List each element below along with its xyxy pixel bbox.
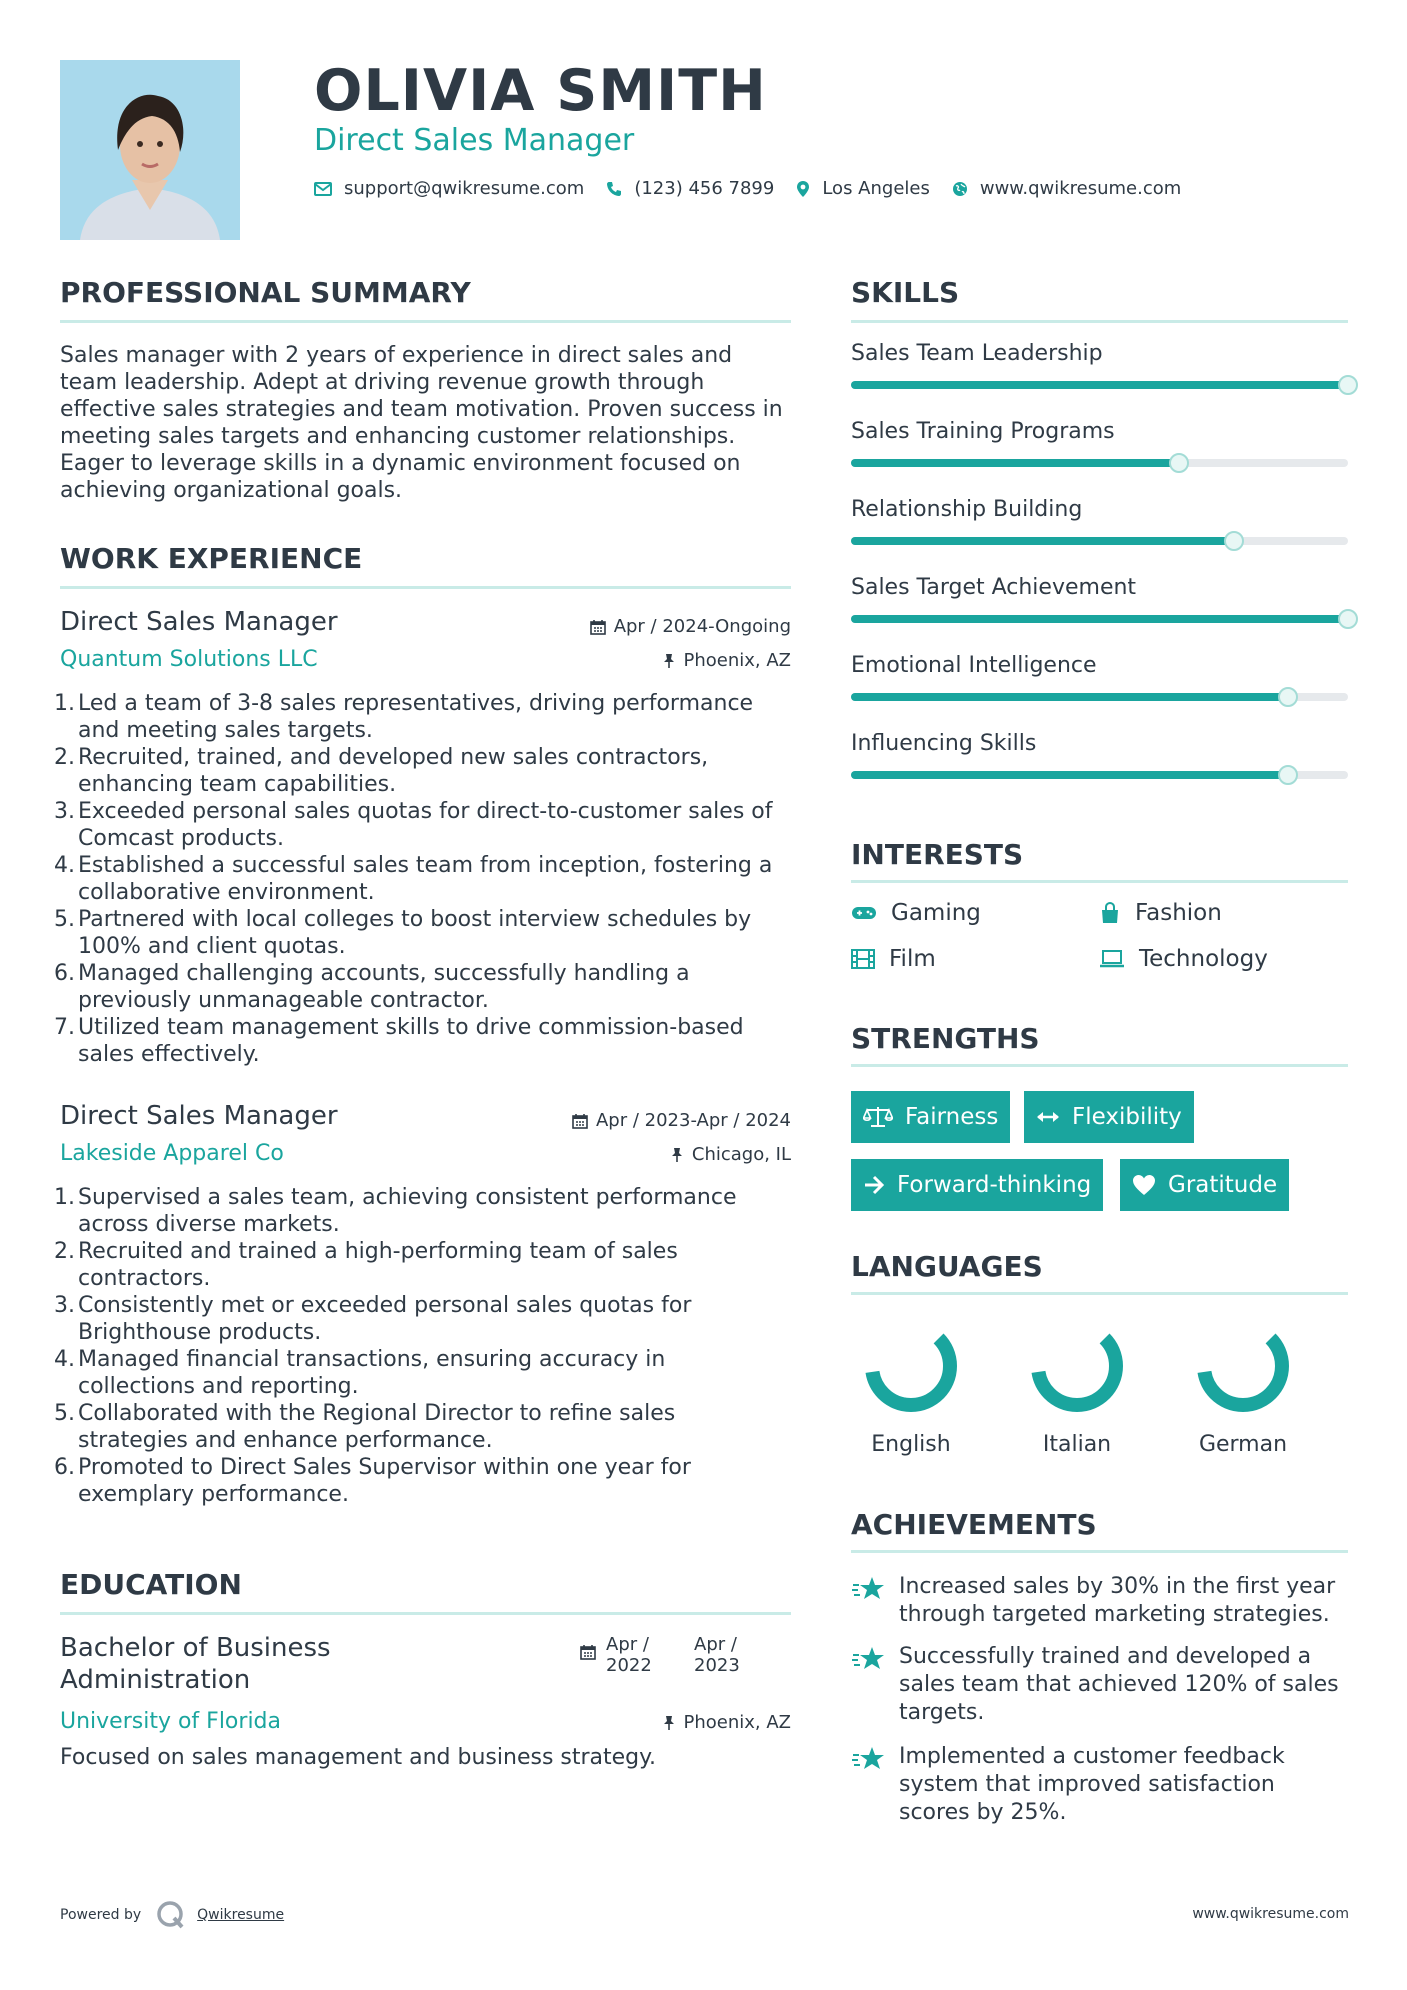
education-note: Focused on sales management and business strategy.: [60, 1745, 657, 1770]
email-text: support@qwikresume.com: [344, 178, 585, 199]
list-number: 5.: [54, 1401, 75, 1426]
strength-label: Fairness: [905, 1104, 999, 1130]
list-number: 4.: [54, 1347, 75, 1372]
achievement-line: through targeted marketing strategies.: [899, 1602, 1330, 1627]
education-dates: [580, 1634, 782, 1676]
skill-item: [851, 340, 1348, 368]
achievement-item: [851, 1573, 1348, 1629]
summary-text: [60, 342, 783, 504]
job-bullets: [54, 690, 800, 1068]
achievement-text: [899, 1573, 1335, 1629]
film-icon: [851, 949, 875, 969]
achievement-line: sales team that achieved 120% of sales: [899, 1672, 1339, 1697]
summary-line: Sales manager with 2 years of experience in direct sales and: [60, 343, 733, 368]
skill-label: Sales Target Achievement: [851, 575, 1137, 600]
language-label: English: [871, 1432, 951, 1457]
arrows-horizontal-icon: [1036, 1110, 1060, 1124]
list-line: collections and reporting.: [78, 1374, 359, 1399]
list-item: [54, 852, 800, 906]
job-dates: [480, 616, 791, 638]
list-number: 5.: [54, 907, 75, 932]
interest-label: Film: [889, 946, 936, 972]
skill-item: [851, 652, 1348, 680]
contact-email[interactable]: [314, 178, 584, 199]
list-line: exemplary performance.: [78, 1482, 349, 1507]
list-item: [54, 960, 800, 1014]
shopping-bag-icon: [1099, 902, 1121, 924]
list-line: across diverse markets.: [78, 1212, 340, 1237]
list-item: [54, 744, 800, 798]
job-location-text: Chicago, IL: [691, 1144, 791, 1165]
company-name: Lakeside Apparel Co: [60, 1141, 284, 1166]
list-item: [54, 1184, 800, 1238]
skill-level-bar: [851, 615, 1348, 623]
skill-level-bar: [851, 537, 1234, 545]
education-location-text: Phoenix, AZ: [683, 1712, 791, 1733]
list-line: strategies and enhance performance.: [78, 1428, 493, 1453]
achievement-line: Successfully trained and developed a: [899, 1644, 1312, 1669]
summary-heading: PROFESSIONAL SUMMARY: [60, 276, 471, 309]
skill-level-knob: [1278, 687, 1298, 707]
list-line: Partnered with local colleges to boost interview schedules by: [78, 907, 752, 932]
job-location: [480, 1144, 791, 1166]
star-award-icon: [851, 1575, 885, 1603]
list-line: Managed financial transactions, ensuring accuracy in: [78, 1347, 666, 1372]
language-item: [1007, 1318, 1147, 1457]
languages-heading: LANGUAGES: [851, 1250, 1043, 1283]
job-title: Direct Sales Manager: [60, 1101, 338, 1131]
strengths-divider: [851, 1064, 1348, 1067]
strength-chip: [851, 1159, 1103, 1211]
summary-line: effective sales strategies and team motivation. Proven success in: [60, 397, 783, 422]
language-ring-arc: [1195, 1318, 1291, 1414]
contact-website[interactable]: [952, 178, 1181, 199]
degree-title: [60, 1632, 331, 1696]
list-number: 7.: [54, 1015, 75, 1040]
list-line: sales effectively.: [78, 1042, 260, 1067]
language-proficiency-ring: [863, 1318, 959, 1414]
achievement-line: targets.: [899, 1700, 985, 1725]
skills-divider: [851, 320, 1348, 323]
summary-line: Eager to leverage skills in a dynamic environment focused on: [60, 451, 741, 476]
list-item: [54, 1454, 800, 1508]
degree-line: Administration: [60, 1665, 251, 1695]
profile-photo: [60, 60, 240, 240]
degree-line: Bachelor of Business: [60, 1633, 331, 1663]
footer-website[interactable]: www.qwikresume.com: [1192, 1906, 1349, 1922]
language-proficiency-ring: [1029, 1318, 1125, 1414]
list-line: Brighthouse products.: [78, 1320, 322, 1345]
interest-item: [851, 946, 936, 972]
list-item: [54, 1346, 800, 1400]
list-line: Collaborated with the Regional Director to refine sales: [78, 1401, 676, 1426]
skill-level-bar: [851, 771, 1288, 779]
date-line: 2023: [694, 1655, 740, 1676]
summary-line: meeting sales targets and enhancing customer relationships.: [60, 424, 736, 449]
skill-item: [851, 496, 1348, 524]
company-name: Quantum Solutions LLC: [60, 647, 318, 672]
education-divider: [60, 1612, 791, 1615]
star-award-icon: [851, 1645, 885, 1673]
balance-scale-icon: [863, 1105, 893, 1129]
strengths-heading: STRENGTHS: [851, 1022, 1040, 1055]
list-number: 6.: [54, 1455, 75, 1480]
list-line: Exceeded personal sales quotas for direct-to-customer sales of: [78, 799, 773, 824]
skill-level-knob: [1338, 375, 1358, 395]
skills-heading: SKILLS: [851, 276, 960, 309]
list-line: collaborative environment.: [78, 880, 375, 905]
list-item: [54, 1400, 800, 1454]
summary-divider: [60, 320, 791, 323]
languages-divider: [851, 1292, 1348, 1295]
laptop-icon: [1099, 950, 1125, 968]
list-item: [54, 1014, 800, 1068]
job-location-text: Phoenix, AZ: [683, 650, 791, 671]
list-item: [54, 906, 800, 960]
star-award-icon: [851, 1745, 885, 1773]
achievements-divider: [851, 1550, 1348, 1553]
achievement-line: scores by 25%.: [899, 1800, 1067, 1825]
achievement-line: system that improved satisfaction: [899, 1772, 1275, 1797]
list-line: Promoted to Direct Sales Supervisor within one year for: [78, 1455, 691, 1480]
gamepad-icon: [851, 905, 877, 921]
education-location: [480, 1712, 791, 1734]
list-line: Recruited, trained, and developed new sales contractors,: [78, 745, 709, 770]
skill-label: Sales Team Leadership: [851, 341, 1103, 366]
list-number: 3.: [54, 1293, 75, 1318]
location-text: Los Angeles: [822, 178, 930, 199]
achievement-line: Increased sales by 30% in the first year: [899, 1574, 1336, 1599]
interest-item: [1099, 946, 1268, 972]
calendar-icon: [572, 1113, 588, 1129]
candidate-role: Direct Sales Manager: [314, 123, 635, 158]
list-line: Consistently met or exceeded personal sales quotas for: [78, 1293, 692, 1318]
language-ring-arc: [1029, 1318, 1125, 1414]
qwikresume-link[interactable]: Qwikresume: [197, 1907, 285, 1923]
achievements-heading: ACHIEVEMENTS: [851, 1508, 1097, 1541]
list-number: 1.: [54, 1185, 75, 1210]
achievement-text: [899, 1643, 1339, 1727]
skill-label: Relationship Building: [851, 497, 1083, 522]
experience-divider: [60, 586, 791, 589]
strength-label: Gratitude: [1168, 1172, 1278, 1198]
list-line: Managed challenging accounts, successfully handling a: [78, 961, 690, 986]
skill-item: [851, 418, 1348, 446]
achievement-item: [851, 1743, 1348, 1827]
date-line: Apr /: [694, 1634, 737, 1655]
skill-label: Influencing Skills: [851, 731, 1037, 756]
list-item: [54, 1292, 800, 1346]
list-item: [54, 798, 800, 852]
skill-label: Sales Training Programs: [851, 419, 1115, 444]
list-line: contractors.: [78, 1266, 211, 1291]
skill-level-bar: [851, 693, 1288, 701]
interests-heading: INTERESTS: [851, 838, 1024, 871]
list-item: [54, 690, 800, 744]
skill-level-knob: [1169, 453, 1189, 473]
interest-item: [1099, 900, 1222, 926]
skill-item: [851, 574, 1348, 602]
job-bullets: [54, 1184, 800, 1508]
strength-label: Flexibility: [1072, 1104, 1182, 1130]
strength-chip: [851, 1091, 1010, 1143]
calendar-icon: [590, 619, 606, 635]
list-line: Led a team of 3-8 sales representatives, driving performance: [78, 691, 754, 716]
list-number: 1.: [54, 691, 75, 716]
list-number: 3.: [54, 799, 75, 824]
interests-divider: [851, 880, 1348, 883]
skill-level-bar: [851, 381, 1348, 389]
list-number: 4.: [54, 853, 75, 878]
list-line: and meeting sales targets.: [78, 718, 373, 743]
language-item: [1173, 1318, 1313, 1457]
language-ring-arc: [863, 1318, 959, 1414]
arrow-right-icon: [863, 1175, 885, 1195]
summary-line: achieving organizational goals.: [60, 478, 403, 503]
interest-item: [851, 900, 981, 926]
list-number: 2.: [54, 745, 75, 770]
pushpin-icon: [670, 1147, 684, 1163]
strength-chip: [1120, 1159, 1289, 1211]
interest-label: Fashion: [1135, 900, 1222, 926]
language-proficiency-ring: [1195, 1318, 1291, 1414]
phone-icon: [606, 181, 622, 197]
qwikresume-logo-icon: [155, 1900, 187, 1930]
phone-text: (123) 456 7899: [634, 178, 775, 199]
skill-label: Emotional Intelligence: [851, 653, 1097, 678]
interest-label: Gaming: [891, 900, 981, 926]
education-heading: EDUCATION: [60, 1568, 242, 1601]
skill-level-bar: [851, 459, 1179, 467]
list-line: Supervised a sales team, achieving consistent performance: [78, 1185, 737, 1210]
heart-icon: [1132, 1174, 1156, 1196]
list-line: Recruited and trained a high-performing team of sales: [78, 1239, 678, 1264]
list-line: 100% and client quotas.: [78, 934, 346, 959]
pushpin-icon: [662, 653, 676, 669]
date-line: Apr /: [606, 1634, 649, 1655]
skill-item: [851, 730, 1348, 758]
job-dates: [480, 1110, 791, 1132]
strength-label: Forward-thinking: [897, 1172, 1092, 1198]
pushpin-icon: [662, 1715, 676, 1731]
job-dates-text: Apr / 2024-Ongoing: [613, 616, 791, 637]
globe-icon: [952, 181, 968, 197]
school-name: University of Florida: [60, 1709, 281, 1734]
strength-chip: [1024, 1091, 1194, 1143]
list-item: [54, 1238, 800, 1292]
powered-by-text: Powered by: [60, 1907, 142, 1923]
skill-level-knob: [1224, 531, 1244, 551]
contact-location: [796, 178, 930, 199]
education-start: [606, 1634, 694, 1676]
job-dates-text: Apr / 2023-Apr / 2024: [595, 1110, 791, 1131]
experience-heading: WORK EXPERIENCE: [60, 542, 363, 575]
interest-label: Technology: [1139, 946, 1268, 972]
map-pin-icon: [796, 180, 810, 198]
calendar-icon: [580, 1644, 596, 1660]
skill-level-knob: [1278, 765, 1298, 785]
website-text: www.qwikresume.com: [979, 178, 1182, 199]
contact-phone[interactable]: [606, 178, 774, 199]
job-location: [480, 650, 791, 672]
list-number: 2.: [54, 1239, 75, 1264]
achievement-text: [899, 1743, 1285, 1827]
list-line: enhancing team capabilities.: [78, 772, 397, 797]
list-line: Established a successful sales team from inception, fostering a: [78, 853, 773, 878]
achievement-item: [851, 1643, 1348, 1727]
skill-level-knob: [1338, 609, 1358, 629]
job-title: Direct Sales Manager: [60, 607, 338, 637]
list-line: previously unmanageable contractor.: [78, 988, 489, 1013]
education-end: [694, 1634, 782, 1676]
contact-bar: [314, 178, 1203, 199]
language-label: Italian: [1042, 1432, 1112, 1457]
language-label: German: [1198, 1432, 1288, 1457]
list-line: Utilized team management skills to drive commission-based: [78, 1015, 744, 1040]
list-number: 6.: [54, 961, 75, 986]
achievement-line: Implemented a customer feedback: [899, 1744, 1285, 1769]
date-line: 2022: [606, 1655, 652, 1676]
envelope-icon: [314, 182, 332, 196]
footer-powered-by: [60, 1900, 284, 1930]
list-line: Comcast products.: [78, 826, 284, 851]
summary-line: team leadership. Adept at driving revenue growth through: [60, 370, 705, 395]
candidate-name: OLIVIA SMITH: [314, 58, 767, 124]
language-item: [841, 1318, 981, 1457]
